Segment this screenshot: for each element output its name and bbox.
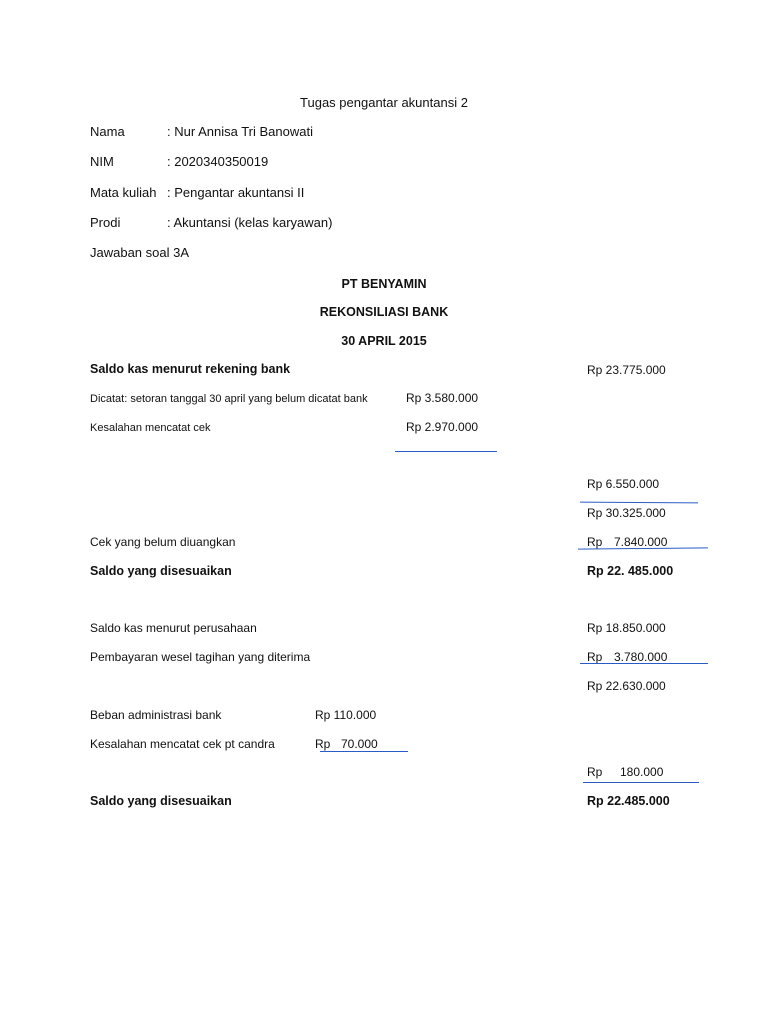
bank-kesalahan-value: Rp 2.970.000: [406, 420, 479, 434]
company-adjusted-label: Saldo yang disesuaikan: [90, 794, 232, 808]
underline-bank-additions: [395, 451, 497, 452]
company-wesel-label: Pembayaran wesel tagihan yang diterima: [90, 650, 311, 664]
info-value-nama: : Nur Annisa Tri Banowati: [167, 124, 313, 139]
bank-adjusted-label: Saldo yang disesuaikan: [90, 564, 232, 578]
bank-kesalahan-label: Kesalahan mencatat cek: [90, 422, 211, 434]
company-name: PT BENYAMIN: [341, 277, 427, 291]
report-date: 30 APRIL 2015: [341, 334, 427, 348]
underline-company-deductions: [320, 751, 408, 752]
info-label-prodi: Prodi: [90, 215, 121, 230]
underline-company-wesel: [580, 663, 708, 664]
company-deduction-rp: Rp: [587, 765, 603, 779]
bank-saldo-value: Rp 23.775.000: [587, 363, 666, 377]
bank-total-value: Rp 30.325.000: [587, 506, 666, 520]
company-kesalahan-value: 70.000: [341, 737, 378, 751]
report-title: REKONSILIASI BANK: [319, 305, 449, 319]
bank-cek-rp: Rp: [587, 535, 603, 549]
bank-saldo-label: Saldo kas menurut rekening bank: [90, 362, 291, 376]
company-subtotal-value: Rp 22.630.000: [587, 679, 666, 693]
info-value-prodi: : Akuntansi (kelas karyawan): [167, 215, 333, 230]
bank-subtotal-value: Rp 6.550.000: [587, 477, 660, 491]
bank-dicatat-label: Dicatat: setoran tanggal 30 april yang belum dicatat bank: [90, 393, 368, 405]
company-beban-value: Rp 110.000: [315, 708, 377, 722]
info-label-nim: NIM: [90, 154, 114, 169]
bank-dicatat-value: Rp 3.580.000: [406, 391, 479, 405]
info-value-nim: : 2020340350019: [167, 154, 269, 169]
bank-adjusted-value: Rp 22. 485.000: [587, 564, 674, 578]
underline-company-deduction: [583, 782, 699, 783]
info-label-nama: Nama: [90, 124, 125, 139]
bank-cek-label: Cek yang belum diuangkan: [90, 535, 236, 549]
company-kesalahan-label: Kesalahan mencatat cek pt candra: [90, 737, 275, 751]
company-kesalahan-rp: Rp: [315, 737, 331, 751]
info-value-mata-kuliah: : Pengantar akuntansi II: [167, 185, 305, 200]
company-wesel-value: 3.780.000: [614, 650, 668, 664]
company-saldo-value: Rp 18.850.000: [587, 621, 666, 635]
company-wesel-rp: Rp: [587, 650, 603, 664]
company-deduction-value: 180.000: [620, 765, 664, 779]
underline-bank-subtotal: [580, 502, 698, 504]
document-title: Tugas pengantar akuntansi 2: [300, 95, 468, 110]
company-adjusted-value: Rp 22.485.000: [587, 794, 670, 808]
company-saldo-label: Saldo kas menurut perusahaan: [90, 621, 257, 635]
info-label-mata-kuliah: Mata kuliah: [90, 185, 157, 200]
answer-label: Jawaban soal 3A: [90, 245, 190, 260]
bank-cek-value: 7.840.000: [614, 535, 668, 549]
company-beban-label: Beban administrasi bank: [90, 708, 222, 722]
